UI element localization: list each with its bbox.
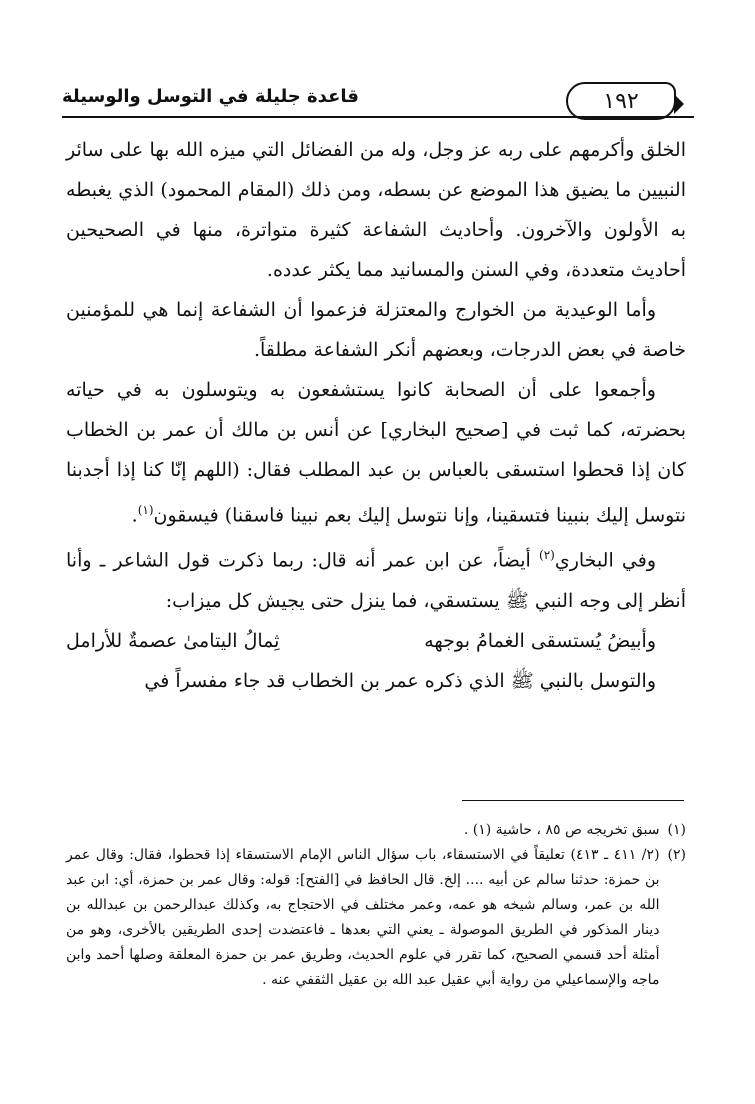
footnote-number: (٢) — [667, 847, 686, 863]
footnote-text: سبق تخريجه ص ٨٥ ، حاشية (١) . — [463, 822, 660, 838]
paragraph-3-text: وأجمعوا على أن الصحابة كانوا يستشفعون به ويتوسلون به في حياته بحضرته، كما ثبت في [صحيح البخاري] عن أنس بن مالك أن عمر بن الخطاب كان إذا قحطوا استسقى بالعباس بن عبد المطلب فقال: (اللهم إنّا كنا إذا أجدبنا نتوسل إليك بنبينا فتسقينا، وإنا نتوسل إليك بعم نبينا فاسقنا) فيسقون — [66, 379, 686, 527]
paragraph-4 — [66, 535, 686, 620]
page-header — [62, 74, 694, 124]
page-number: ١٩٢ — [566, 82, 676, 120]
footnotes — [66, 818, 686, 993]
verse-second-hemistich: ثِمالُ اليتامىٰ عصمةٌ للأرامل — [66, 629, 280, 652]
paragraph-2: وأما الوعيدية من الخوارج والمعتزلة فزعموا أن الشفاعة إنما هي للمؤمنين خاصة في بعض الدرجات، وبعضهم أنكر الشفاعة مطلقاً. — [66, 299, 686, 361]
footnote-number: (١) — [667, 822, 686, 838]
footnote-text: (٢/ ٤١١ ـ ٤١٣) تعليقاً في الاستسقاء، باب سؤال الناس الإمام الاستسقاء إذا قحطوا، فقال: وقال عمر بن حمزة: حدثنا سالم عن أبيه .... إلخ. قال الحافظ في [الفتح]: قوله: وقال عمر بن حمزة، أي: ابن عبد الله بن عمر، وسالم شيخه هو عمه، وعمر مختلف في الاحتجاج به، وكذلك عبدالرحمن بن عبدالله بن دينار المذكور في الطريق الموصولة ـ يعني التي بعدها ـ فاعتضدت إحدى الطريقين بالأخرى، وهو من أمثلة أحد قسمي الصحيح، كما تقرر في علوم الحديث، وطريق عمر بن حمزة المعلقة وصلها أحمد وابن ماجه والإسماعيلي من رواية أبي عقيل عبد الله بن عقيل الثقفي عنه . — [66, 847, 660, 988]
paragraph-5: والتوسل بالنبي ﷺ الذي ذكره عمر بن الخطاب قد جاء مفسراً في — [144, 669, 656, 692]
running-title: قاعدة جليلة في التوسل والوسيلة — [62, 86, 359, 107]
verse-first-hemistich: وأبيضُ يُستسقى الغمامُ بوجهه — [424, 629, 656, 652]
footnote-ref-2[interactable]: (٢) — [539, 548, 555, 563]
paragraph-4-text: أيضاً، عن ابن عمر أنه قال: ربما ذكرت قول الشاعر ـ وأنا أنظر إلى وجه النبي ﷺ يستسقي، فما ينزل حتى يجيش كل ميزاب: — [66, 549, 686, 612]
footnote-2 — [66, 843, 686, 993]
paragraph-4-start: وفي البخاري — [554, 549, 656, 572]
poetry-verse — [66, 621, 686, 661]
paragraph-1: الخلق وأكرمهم على ربه عز وجل، وله من الفضائل التي ميزه الله بها على سائر النبيين ما يضيق هذا الموضع عن بسطه، ومن ذلك (المقام المحمود) الذي يغبطه به الأولون والآخرون. وأحاديث الشفاعة كثيرة متواترة، منها في الصحيحين أحاديث متعددة، وفي السنن والمسانيد مما يكثر عدده. — [66, 139, 686, 281]
footnote-separator — [462, 800, 684, 801]
paragraph-3-end: . — [131, 504, 138, 527]
main-text — [66, 130, 686, 701]
footnote-ref-1[interactable]: (١) — [137, 503, 154, 517]
paragraph-3 — [66, 370, 686, 535]
footnote-1 — [66, 818, 686, 843]
header-rule — [62, 116, 694, 118]
